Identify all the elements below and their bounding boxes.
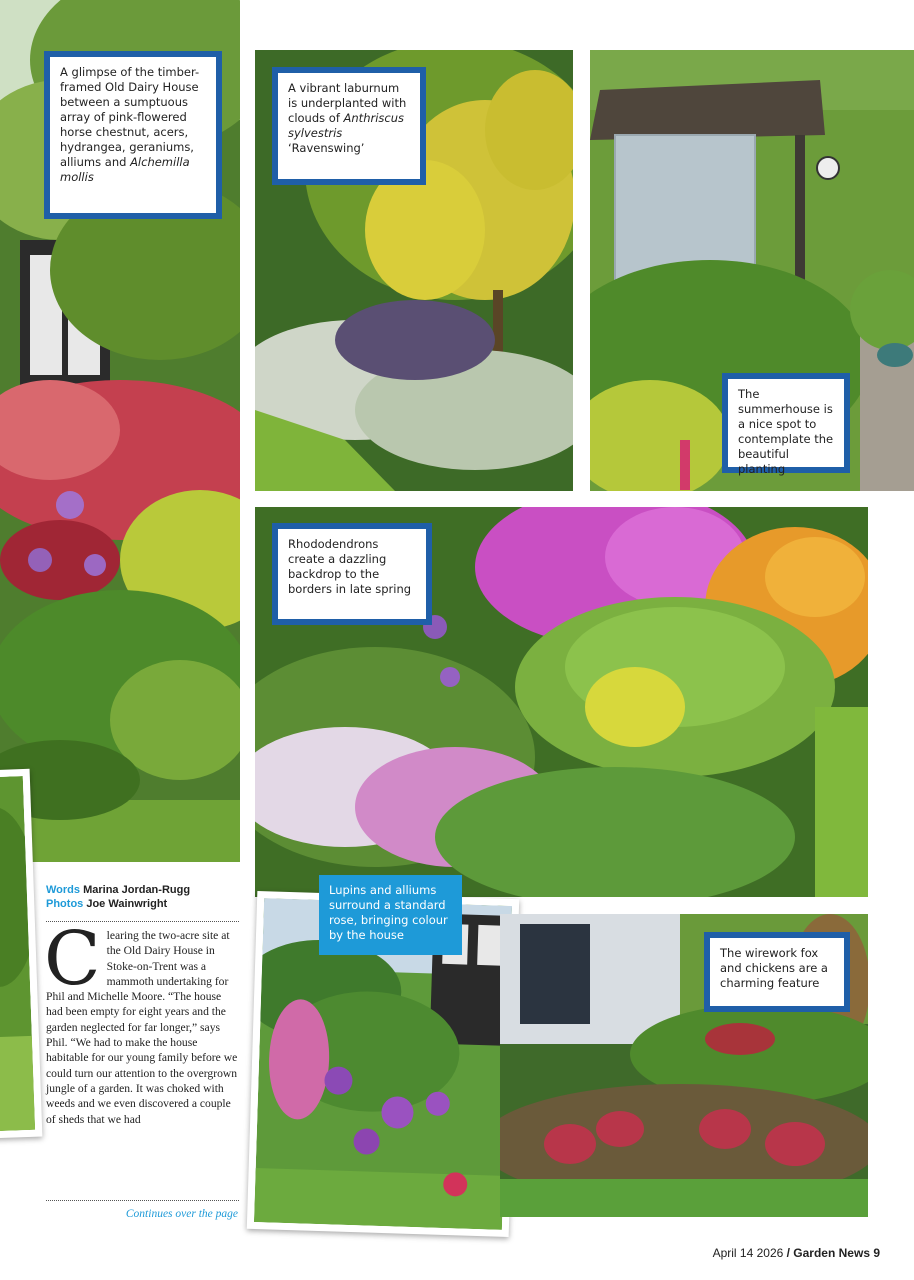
caption-laburnum-italic: Anthriscus sylvestris	[288, 110, 405, 140]
article-text: learing the two-acre site at the Old Dairy House in Stoke-on-Trent was a mammoth undertaking for Phil and Michelle Moore. “The house had been empty for eight years and the garden neglected for far longer,” says Phil. “We had to make the house habitable for our young family before we could turn our attention to the overgrown jungle of a garden. It was choked with weeds and we even discovered a couple of sheds that we had	[46, 929, 238, 1126]
caption-fox-text: The wirework fox and chickens are a charming feature	[720, 946, 828, 990]
caption-laburnum-text-end: ‘Ravenswing’	[288, 140, 365, 155]
divider-bottom	[46, 1200, 239, 1201]
caption-lupins	[319, 875, 462, 955]
byline	[46, 884, 190, 912]
continues-link[interactable]: Continues over the page	[125, 1208, 238, 1220]
caption-summerhouse	[722, 373, 850, 476]
caption-summerhouse-text: The summerhouse is a nice spot to contemplate the beautiful planting	[738, 387, 834, 476]
caption-lupins-text: Lupins and alliums surround a standard rose, bringing colour by the house	[329, 883, 448, 942]
article-body	[44, 916, 239, 1127]
caption-house-text: A glimpse of the timber-framed Old Dairy House between a sumptuous array of pink-flowered horse chestnut, acers, hydrangea, geraniums, alliums and	[60, 65, 200, 169]
footer-publication: / Garden News 9	[783, 1246, 880, 1260]
drop-cap: C	[44, 916, 101, 1002]
caption-rhododendrons-text: Rhododendrons create a dazzling backdrop to the borders in late spring	[288, 537, 412, 596]
caption-house-italic: Alchemilla mollis	[60, 154, 190, 184]
page-footer	[713, 1246, 880, 1260]
footer-date: April 14 2026	[712, 1246, 784, 1260]
caption-laburnum	[272, 67, 426, 185]
caption-rhododendrons	[272, 523, 432, 625]
caption-laburnum-text: A vibrant laburnum is underplanted with clouds of	[288, 81, 407, 125]
words-name: Marina Jordan-Rugg	[83, 884, 191, 896]
words-label: Words	[46, 884, 81, 896]
photos-label: Photos	[46, 897, 84, 910]
caption-house	[44, 51, 222, 219]
byline-words	[46, 884, 190, 898]
byline-photos	[46, 898, 190, 912]
photos-name: Joe Wainwright	[86, 897, 168, 910]
caption-fox	[704, 932, 850, 1012]
